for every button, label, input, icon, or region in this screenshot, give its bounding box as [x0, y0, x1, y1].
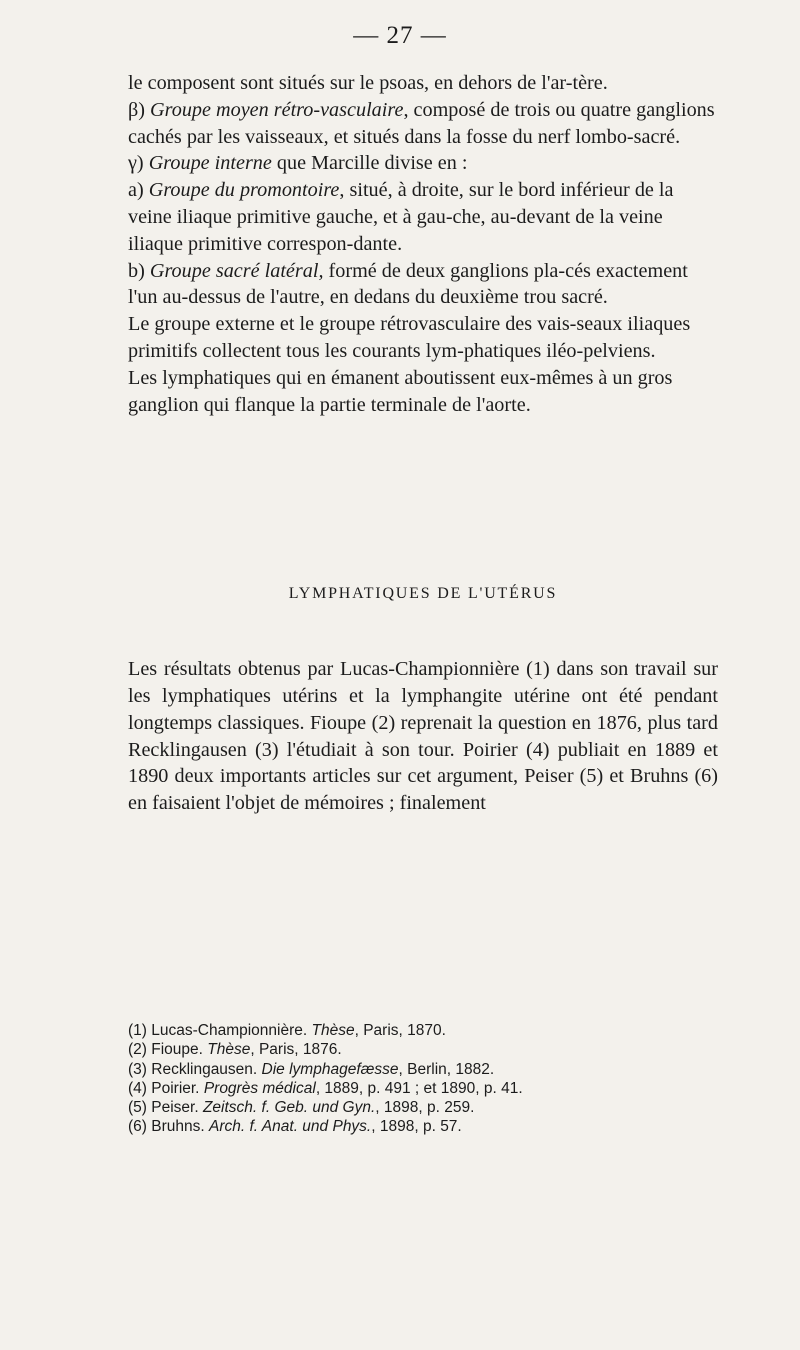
paragraph-b	[128, 258, 718, 312]
paragraph-text: , situé, à droite, sur le bord inférieur de la veine iliaque primitive gauche, et à gau-che, au-devant de la veine iliaque primitive correspon-dante.	[128, 179, 674, 255]
paragraph: Les lymphatiques qui en émanent aboutissent eux-mêmes à un gros ganglion qui flanque la partie terminale de l'aorte.	[128, 366, 673, 416]
italic-term: Groupe du promontoire	[148, 179, 340, 202]
enumerator: a)	[128, 179, 149, 202]
paragraph: Les résultats obtenus par Lucas-Championnière (1) dans son travail sur les lymphatiques utérins et la lymphangite utérine ont été pendant longtemps classiques. Fioupe (2) reprenait la question en 1876, plus tard Recklingausen (3) l'étudiait à son tour. Poirier (4) publiait en 1889 et 1890 deux importants articles sur cet argument, Peiser (5) et Bruhns (6) en faisaient l'objet de mémoires ; finalement	[128, 658, 718, 815]
italic-term: Groupe interne	[148, 152, 272, 175]
enumerator: b)	[128, 259, 150, 282]
section-title: LYMPHATIQUES DE L'UTÉRUS	[288, 585, 558, 602]
paragraph-text: que Marcille divise en :	[271, 152, 468, 175]
paragraph: Le groupe externe et le groupe rétrovasculaire des vais-seaux iliaques primitifs collectent tous les courants lym-phatiques iléo-pelviens.	[128, 313, 691, 362]
italic-term: Groupe sacré latéral,	[149, 259, 324, 282]
paragraph-gamma	[128, 150, 718, 177]
footnote-1: (1) Lucas-Championnière. Thèse, Paris, 1870.	[128, 1022, 446, 1039]
paragraph-text: , composé de trois ou quatre ganglions cachés par les vaisseaux, et situés dans la fosse du nerf lombo-sacré.	[128, 98, 715, 148]
paragraph-text: formé de deux ganglions pla-cés exactement l'un au-dessus de l'autre, en dedans du deuxième trou sacré.	[128, 259, 688, 309]
footnote-3: (3) Recklingausen. Die lymphagefæsse, Berlin, 1882.	[128, 1060, 495, 1078]
footnote-2: (2) Fioupe. Thèse, Paris, 1876.	[128, 1041, 342, 1059]
italic-term: Groupe moyen rétro-vasculaire	[150, 98, 404, 121]
footnotes	[128, 1021, 718, 1137]
footnote-5: (5) Peiser. Zeitsch. f. Geb. und Gyn., 1898, p. 259.	[128, 1099, 475, 1117]
paragraph-beta	[128, 97, 718, 151]
paragraph: le composent sont situés sur le psoas, en dehors de l'ar-tère.	[128, 72, 608, 94]
body-text-lower	[128, 636, 718, 837]
paragraph-a	[128, 177, 718, 257]
enumerator: γ)	[128, 152, 149, 175]
page-number: — 27 —	[353, 22, 447, 49]
footnote-4: (4) Poirier. Progrès médical, 1889, p. 491 ; et 1890, p. 41.	[128, 1079, 523, 1097]
body-text-upper	[128, 70, 718, 418]
footnote-6: (6) Bruhns. Arch. f. Anat. und Phys., 1898, p. 57.	[128, 1118, 462, 1136]
enumerator: β)	[128, 98, 151, 121]
